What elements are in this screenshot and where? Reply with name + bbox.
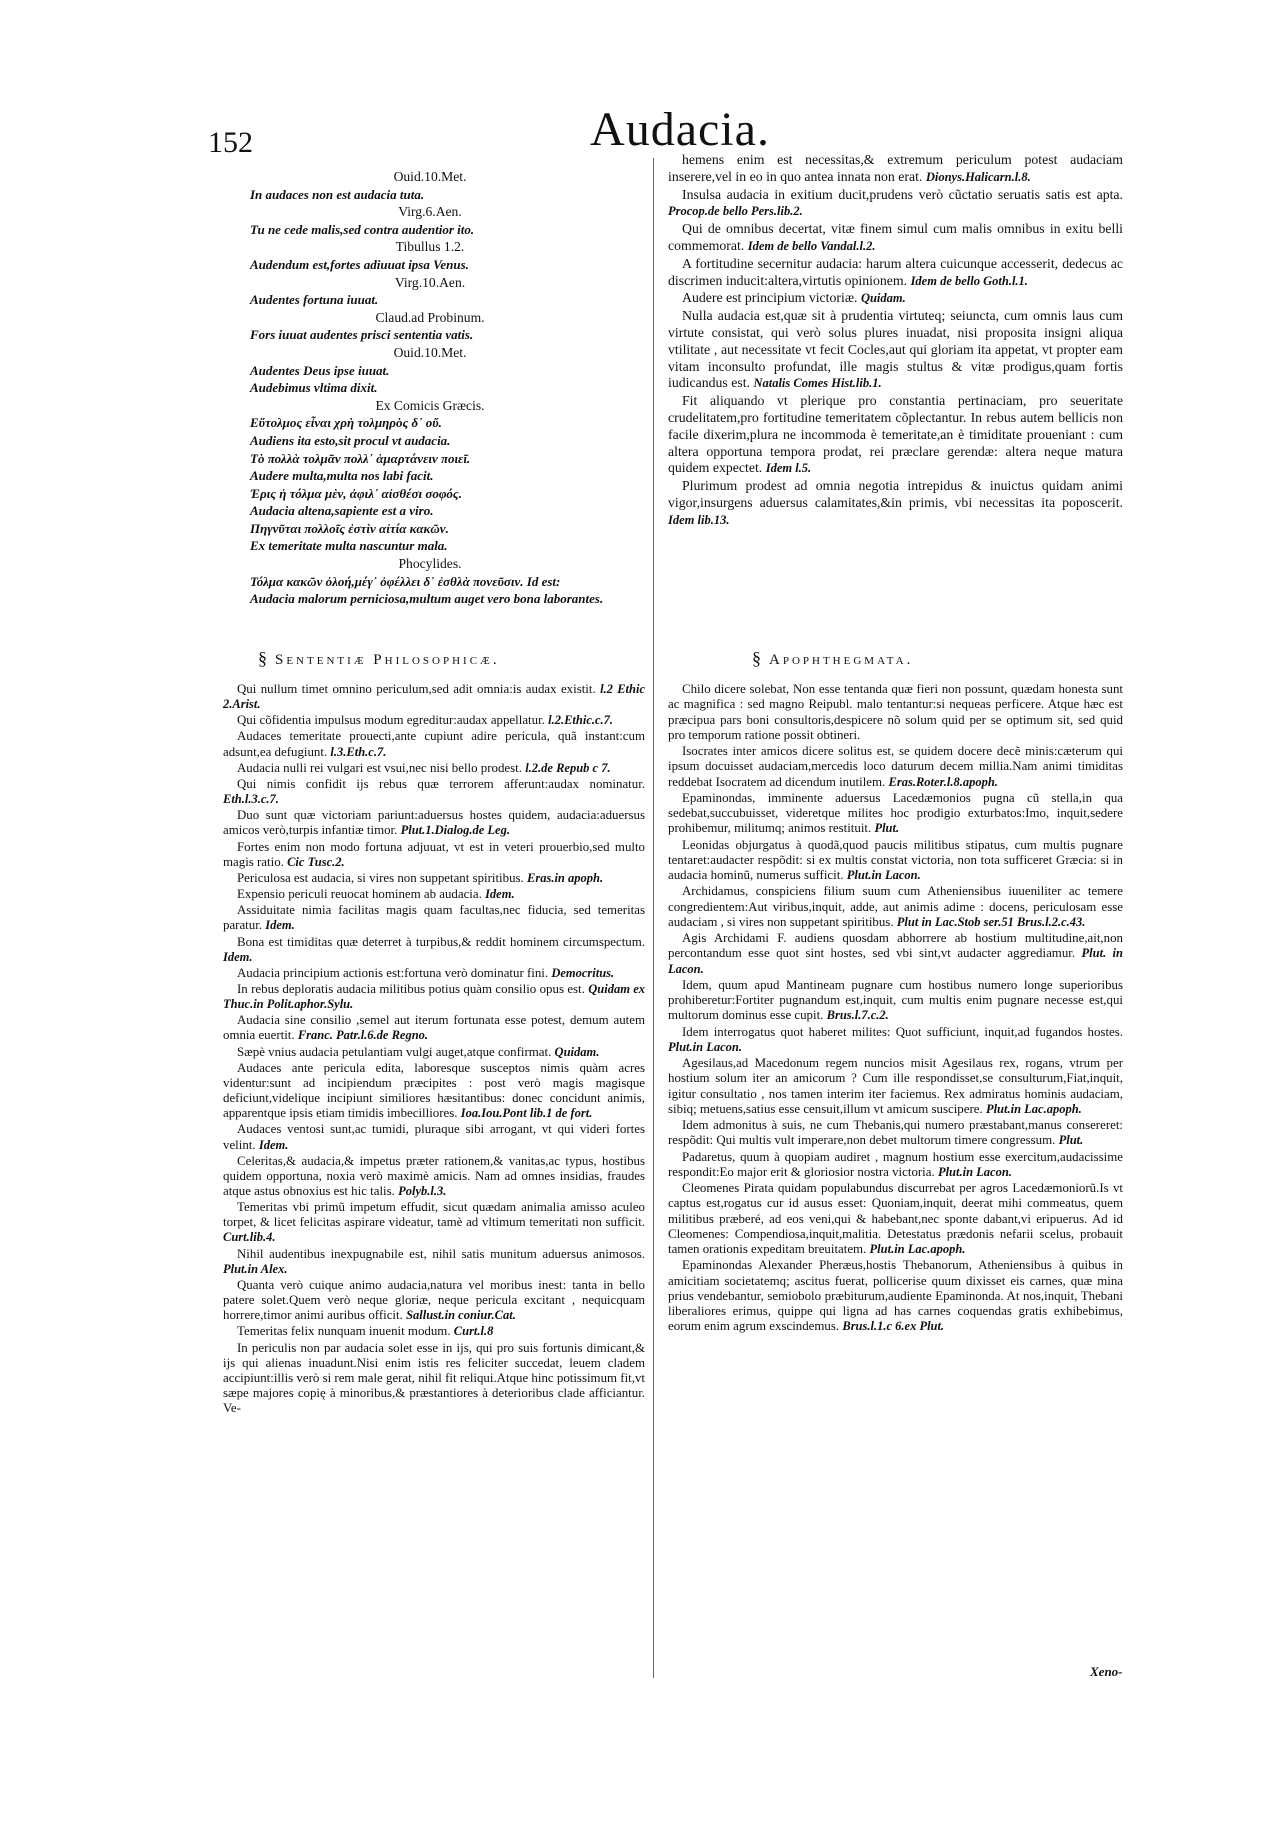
paragraph [668,256,1123,290]
paragraph-text: Idem interrogatus quot haberet milites: Quot sufficiunt, inquit,ad fugandos hostes. [682,1024,1123,1039]
citation: Curt.l.8 [453,1324,494,1339]
paragraph-text: Temeritas felix nunquam inuenit modum. [237,1324,451,1339]
paragraph-text: In rebus deploratis audacia militibus potius quàm consilio opus est. [237,981,585,996]
citation: Idem. [258,1137,289,1152]
citation: Idem. [265,918,295,933]
paragraph [668,1181,1123,1257]
citation: Idem. [223,949,253,964]
paragraph-text: Qui de omnibus decertat, vitæ finem simul cum malis omnibus in exitu belli commemorat. [668,221,1123,253]
citation: Polyb.l.3. [398,1184,447,1198]
citation: Dionys.Halicarn.l.8. [925,169,1031,184]
section-title-right: § Apophthegmata. [752,648,914,668]
verse-line: Audentes Deus ipse iuuat. [250,362,390,378]
paragraph-text: hemens enim est necessitas,& extremum periculum potest audaciam inserere,vel in eo in quo antea innata non erat. [668,152,1123,184]
paragraph-text: Audaces ventosi sunt,ac tumidi, pluraque sibi arrogant, vt qui videri fortes velint. [223,1122,645,1152]
paragraph [223,729,645,759]
citation: Plut.in Lac.apoph. [985,1101,1082,1116]
verse-line: Audacia altena,sapiente est a viro. [250,503,434,519]
paragraph-text: Nulla audacia est,quæ sit à prudentia virtuteq; seiuncta, cum omnis laus cum virtute consistat, qui verò solus plures inuadat, nisi proposita insigni aliqua vtilitate , aut necessitate vt fecit Cocles,aut qui gloriam ita appetat, vt propter eam vitam inconsulto profundat, ille magis stultus & vitæ prodigus,quam fortis iudicandus est. [668,308,1123,391]
paragraph [668,682,1123,743]
citation: Plut.1.Dialog.de Leg. [400,823,510,838]
paragraph [223,903,645,933]
paragraph [668,1056,1123,1117]
paragraph [223,1341,645,1417]
right-column-text [668,682,1123,1336]
citation: Plut. [874,821,900,836]
paragraph [668,791,1123,837]
paragraph-text: Chilo dicere solebat, Non esse tentanda quæ fieri non possunt, quædam honesta sunt ac magnifica : sed magno Reipubl. malo tentantur:si nequeas perficere. Atque hæc est præcipua pars boni consultoris,despicere nõ solum quid per se optimum sit, sed quid pro temporum ratione possit obtineri. [668,682,1123,742]
paragraph [668,152,1123,186]
catchword: Xeno- [1090,1664,1123,1679]
paragraph-text: Audaces temeritate prouecti,ante cupiunt adire pericula, quã instant:cum adsunt,ea defugiunt. [223,729,645,759]
paragraph-text: In periculis non par audacia solet esse in ijs, qui pro suis fortunis dimicant,& ijs qui alienas inuadunt.Nisi enim istis res feliciter succedat, leuem cladem accipiunt:illis verò si rem male gerat, nihil fit reliqui.Atque hinc potissimum fit,vt sæpe majores copię à minoribus,& præstantiores à deterioribus clade afficiantur. Ve- [223,1340,645,1416]
paragraph [668,1025,1123,1056]
paragraph-text: Quanta verò cuique animo audacia,natura vel moribus inest: tanta in bello patere solet.Quem verò neque gloriæ, neque pericula excitant , nequicquam horrere,timor animi auribus officit. [223,1277,645,1323]
citation: Idem. [485,887,515,902]
paragraph [223,1247,645,1277]
paragraph-text: Agesilaus,ad Macedonum regem nuncios misit Agesilaus rex, rogans, vtrum per hostium solum iter an amicorum ? Cum ille respondisset,se consulturum,Fiat,inquit, igitur consultatio , nos tamen interim iter faciemus. Rex admiratus hominis audaciam, sibiq; metuens,satius esse censuit,illum vt amicum suscipere. [668,1056,1123,1116]
paragraph [223,1324,645,1339]
paragraph-text: Epaminondas Alexander Pheræus,hostis Thebanorum, Atheniensibus à quibus in amicitiam societatemq; ascitus fuerat, pollicerise quum dixisset eis carnes, quæ mina prius vendebantur, semiobolo præbiturum,audiente Epaminonda. At nos,inquit, Thebani liberaliores erimus, quippe qui ligna ad has carnes coquendas gratis exhibebimus, eorum enim agrum exscindemus. [668,1258,1123,1334]
paragraph-text: Celeritas,& audacia,& impetus præter rationem,& vanitas,ac typus, hostibus quidem opportuna, noxia verò maximè amicis. Nam ad omnes insidias, fraudes atque astus obnoxius est hic talis. [223,1153,645,1198]
paragraph-text: Agis Archidami F. audiens quosdam abhorrere ab hostium multitudine,ait,non percontandum esse quot sint hostes, sed vbi sint,vt audacter aggrediamur. [668,931,1123,961]
verse-source: Virg.6.Aen. [398,204,462,220]
paragraph-text: Fortes enim non modo fortuna adjuuat, vt est in veteri prouerbio,sed multo magis ratio. [223,839,645,869]
citation: Democritus. [551,965,615,980]
paragraph-text: Fit aliquando vt plerique pro constantia pertinaciam, pro seueritate crudelitatem,pro fortitudine temeritatem cõplectantur. In rebus autem bellicis non facile dixerim,plura ne incommoda è temeritate,an è timiditate proueniant : cum altera opportuna tempora prodat, rei præclare gerendæ: altera neque matura quidem expectet. [668,393,1123,476]
paragraph-text: Audere est principium victoriæ. [682,290,858,306]
paragraph [223,982,645,1012]
citation: Idem de bello Vandal.l.2. [747,238,876,253]
paragraph-text: A fortitudine secernitur audacia: harum altera cuicunque accesserit, dedecus ac discrimen inducit:altera,virtutis opinionem. [668,255,1123,288]
paragraph-text: Assiduitate nimia facilitas magis quam facultas,nec fiducia, sed temeritas paratur. [223,903,645,933]
section-mark-icon: § [752,648,761,668]
paragraph-text: Archidamus, conspiciens filium suum cum Atheniensibus iuueniliter ac temere congredientem:Aut viribus,inquit, adde, aut animis adime : docens, periculosam esse audaciam , si vires non suppetant spiritibus. [668,884,1123,929]
paragraph [668,978,1123,1024]
paragraph [223,682,645,712]
citation: Plut.in Lac.apoph. [869,1242,966,1256]
paragraph [668,744,1123,790]
citation: Franc. Patr.l.6.de Regno. [297,1028,429,1043]
verse-line: Audiens ita esto,sit procul vt audacia. [250,432,451,448]
paragraph [223,871,645,886]
paragraph [223,1200,645,1245]
verse-line: Tu ne cede malis,sed contra audentior ito. [250,221,475,237]
citation: l.2.Ethic.c.7. [548,713,614,728]
citation: Natalis Comes Hist.lib.1. [753,376,882,391]
paragraph-text: Isocrates inter amicos dicere solitus est, se quidem docere decẽ minis:cæterum qui ipsum docuisset audaciam,mercedis loco daturum decem millia.Nam animi timiditas reddebat Isocratem ad dicendum inutilem. [668,744,1123,789]
citation: l.2 Ethic 2.Arist. [223,682,645,712]
paragraph [223,808,645,838]
paragraph-text: Idem admonitus à suis, ne cum Thebanis,qui numero præstabant,manus consereret: respõdit: Qui multis vult imperare,non debet multorum timere congressum. [668,1118,1123,1148]
paragraph [223,840,645,870]
paragraph [668,884,1123,930]
paragraph [223,713,645,728]
paragraph [223,935,645,965]
verse-source: Tibullus 1.2. [395,239,465,255]
citation: Eras.Roter.l.8.apoph. [888,774,998,789]
verse-source: Ex Comicis Græcis. [375,397,485,413]
paragraph [668,308,1123,392]
citation: Cic Tusc.2. [287,854,345,869]
paragraph-text: Temeritas vbi primũ impetum effudit, sicut quædam animalia amisso aculeo torpet, & licet felicitas aspirare videatur, tamè ad vltimum temeritati non sufficit. [223,1200,645,1230]
paragraph [223,887,645,902]
paragraph-text: Qui nimis confidit ijs rebus quæ terrorem afferunt:audax nominatur. [237,776,645,791]
verse-source: Ouid.10.Met. [393,169,467,184]
paragraph-text: Audacia sine consilio ,semel aut iterum fortunata esse potest, demum autem omnia euertit. [223,1013,645,1043]
citation: Plut in Lac.Stob ser.51 Brus.l.2.c.43. [896,914,1086,929]
verse-line: Εὔτολμος εἶναι χρὴ τολμηρὸς δ᾽ οὔ. [250,415,442,431]
paragraph [223,1154,645,1199]
paragraph [668,1118,1123,1149]
paragraph [668,478,1123,528]
paragraph-text: Padaretus, quum à quopiam audiret , magnum hostium esse exercitum,audacissime respondit:Eo major erit & gloriosior nostra victoria. [668,1149,1123,1179]
paragraph [668,931,1123,977]
paragraph-text: Periculosa est audacia, si vires non suppetant spiritibus. [237,870,524,885]
paragraph-text: Qui nullum timet omnino periculum,sed adit omnia:is audax existit. [237,682,596,696]
column-divider [653,158,654,1678]
citation: Procop.de bello Pers.lib.2. [668,204,803,219]
paragraph [668,1258,1123,1334]
paragraph [668,393,1123,477]
paragraph [223,966,645,981]
paragraph-text: Sæpè vnius audacia petulantiam vulgi auget,atque confirmat. [237,1044,552,1059]
paragraph-text: Qui cõfidentia impulsus modum egreditur:audax appellatur. [237,713,545,728]
paragraph [223,1122,645,1152]
paragraph-text: Audacia nulli rei vulgari est vsui,nec nisi bello prodest. [237,760,522,775]
paragraph-text: Insulsa audacia in exitium ducit,prudens verò cũctatio seruatis satis est apta. [682,186,1123,202]
verse-line: Fors iuuat audentes prisci sententia vatis. [250,327,474,343]
paragraph [223,1278,645,1323]
section-mark-icon: § [258,648,267,668]
citation: Curt.lib.4. [223,1230,276,1245]
citation: Eth.l.3.c.7. [223,792,279,807]
paragraph-text: Cleomenes Pirata quidam populabundus discurrebat per agros Lacedæmoniorũ.Is vt captus est,rogatus cur id ausus esset: Quoniam,inquit, deerat mihi commeatus, quem militibus præberé, ad eos veni,qui & habebant,nec sponte dabant,vi eripuerus. Ad id Cleomenes: Compendiosa,inquit,malitia. Detestatus prædonis nefarii scelus, probauit tamen orationis expeditam breuitatem. [668,1181,1123,1256]
citation: Brus.l.7.c.2. [826,1008,889,1023]
citation: Ioa.Iou.Pont lib.1 de fort. [460,1106,593,1121]
paragraph [223,1013,645,1043]
right-top-text [668,152,1123,530]
citation: Plut. in Lacon. [668,946,1123,976]
verse-line: Ex temeritate multa nascuntur mala. [250,538,448,554]
citation: Idem de bello Goth.l.1. [910,273,1028,288]
paragraph [223,1045,645,1060]
citation: l.3.Eth.c.7. [330,744,387,759]
citation: Quidam ex Thuc.in Polit.aphor.Sylu. [223,981,645,1012]
verse-line: Audere multa,multa nos labi facit. [250,468,434,484]
paragraph-text: Audaces ante pericula edita, laboresque susceptos nimis quàm acres videntur:sunt ad incipiendum præcipites : post verò magis magisque deficiunt,videlique incipiunt similiores hæsitantibus: donec concidunt animis, apparentque ipsis etiam timidis imbecilliores. [223,1060,645,1121]
verse-line: Τόλμα κακῶν ὀλοή,μέγ᾽ ὀφέλλει δ᾽ ἐσθλὰ πονεῦσιν. Id est: [250,573,561,589]
citation: Quidam. [554,1044,600,1059]
paragraph-text: Plurimum prodest ad omnia negotia intrepidus & inuictus quidam animi vigor,insurgens aduersus calamitates,&in primis, vbi necessitas ita poposcerit. [668,478,1123,510]
citation: l.2.de Repub c 7. [525,760,611,775]
paragraph [668,187,1123,221]
verse-line: Audebimus vltima dixit. [250,380,378,396]
verse-line: Audacia malorum perniciosa,multum auget vero bona laborantes. [250,591,604,607]
paragraph-text: Audacia principium actionis est:fortuna verò dominatur fini. [237,965,549,980]
running-head: Audacia. [590,103,770,156]
citation: Eras.in apoph. [527,870,604,885]
citation: Sallust.in coniur.Cat. [406,1308,516,1323]
verse-line: In audaces non est audacia tuta. [250,186,425,202]
citation: Plut.in Lacon. [846,868,921,882]
verse-source: Claud.ad Probinum. [375,309,485,325]
verse-line: Audentes fortuna iuuat. [250,292,379,308]
citation: Plut.in Lacon. [937,1164,1012,1179]
paragraph-text: Bona est timiditas quæ deterret à turpibus,& reddit hominem circumspectum. [237,934,645,949]
paragraph [668,838,1123,884]
citation: Plut.in Alex. [223,1261,288,1276]
verse-line: Πηγνῦται πολλοῖς ἐστὶν αἰτία κακῶν. [250,520,449,536]
left-column-text [223,682,645,1417]
citation: Quidam. [860,291,906,306]
verse-line: Τὸ πολλὰ τολμᾶν πολλ᾽ ἁμαρτάνειν ποιεῖ. [250,450,471,466]
verse-line: Audendum est,fortes adiuuat ipsa Venus. [250,256,469,272]
citation: Plut. [1058,1133,1084,1148]
citation: Brus.l.1.c 6.ex Plut. [842,1319,945,1334]
paragraph [223,1061,645,1122]
paragraph-text: Duo sunt quæ victoriam pariunt:aduersus hostes quidem, audacia:aduersus amicos verò,turpis infantiæ timor. [223,808,645,838]
verse-source: Virg.10.Aen. [394,274,466,290]
paragraph [668,1150,1123,1181]
citation: Idem lib.13. [668,512,730,527]
paragraph-text: Nihil audentibus inexpugnabile est, nihil satis munitum aduersus animosos. [237,1246,645,1261]
section-title-left: § Sententiæ Philosophicæ. [258,648,500,668]
paragraph [223,777,645,807]
verse-line: Ἐρις ἡ τόλμα μὲν, ἀφιλ᾽ αἰσθέσι σοφός. [250,485,462,501]
paragraph-text: Idem, quum apud Mantineam pugnare cum hostibus numero longe superioribus prohiberetur:Fortiter pugnandum est,inquit, cum multis enim pugnare necesse est,qui multorum dominus esse cupit. [668,977,1123,1023]
paragraph [668,290,1123,307]
paragraph-text: Epaminondas, imminente aduersus Lacedæmonios pugna cũ stella,in qua sedebat,succubuisset, videretque milites hoc prodigio exturbatos:Imo, inquit,sedere prohibemur, militumq; animos restituit. [668,790,1123,836]
paragraph-text: Expensio periculi reuocat hominem ab audacia. [237,887,482,902]
verse-source: Phocylides. [398,556,462,572]
poetry-block [250,168,610,608]
paragraph-text: Leonidas objurgatus à quodã,quod paucis militibus stipatus, cum multis pugnare tentaret:audacter respõdit: si ex multis constat victoria, non tota sufficeret Græcia: si in audacia hominũ, numerus sufficit. [668,837,1123,882]
verse-source: Ouid.10.Met. [393,344,467,360]
citation: Plut.in Lacon. [668,1039,742,1054]
paragraph [223,761,645,776]
paragraph [668,221,1123,255]
page-number: 152 [208,126,253,159]
citation: Idem l.5. [765,461,812,476]
